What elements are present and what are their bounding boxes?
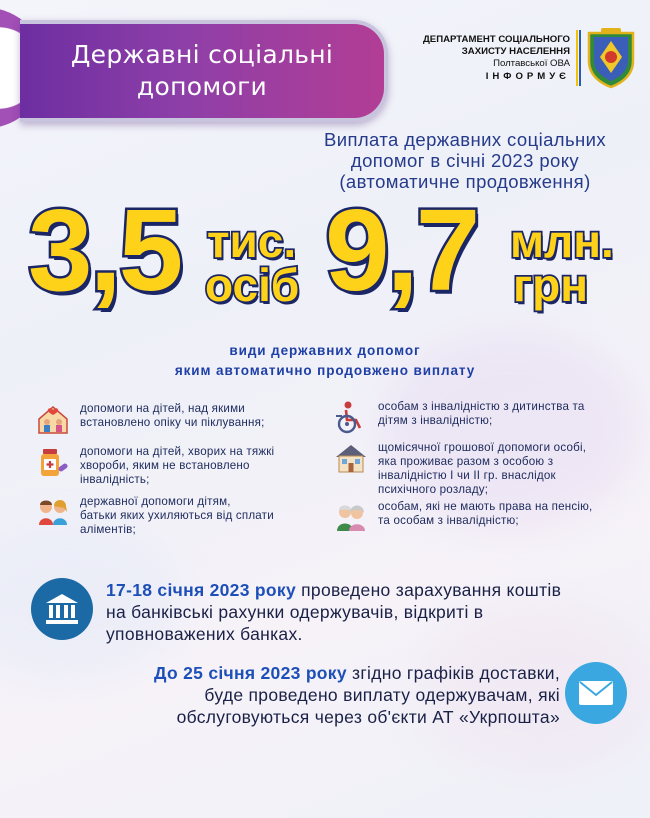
note-text: уповноважених банках. xyxy=(106,624,303,644)
mail-badge xyxy=(565,662,627,724)
children-icon xyxy=(36,495,70,529)
department-name-line: ДЕПАРТАМЕНТ СОЦІАЛЬНОГО xyxy=(422,34,570,45)
page-title-line: Державні соціальні xyxy=(70,40,334,69)
list-item xyxy=(334,441,586,497)
list-item-line: допомоги на дітей, над якими xyxy=(80,402,245,415)
list-item-text xyxy=(80,495,274,537)
list-item xyxy=(334,400,585,434)
list-item-line: батьки яких ухиляються від сплати xyxy=(80,509,274,522)
list-item xyxy=(36,495,274,537)
list-item-line: аліментів; xyxy=(80,523,136,536)
page-title xyxy=(71,39,333,103)
list-item-text xyxy=(80,402,265,430)
list-item-line: державної допомоги дітям, xyxy=(80,495,231,508)
list-item-line: інвалідністю І чи ІІ гр. внаслідок xyxy=(378,469,556,482)
list-item-line: інвалідність; xyxy=(80,473,150,486)
list-item-line: особам, які не мають права на пенсію, xyxy=(378,500,593,513)
house-icon xyxy=(334,441,368,475)
list-item-line: психічного розладу; xyxy=(378,483,489,496)
medicine-bottle-icon xyxy=(36,445,70,479)
note-text: на банківські рахунки одержувачів, відкриті в xyxy=(106,602,484,622)
money-amount-unit: грн xyxy=(513,259,589,311)
note-text: обслуговуються через об'єкти АТ «Укрпошта» xyxy=(176,707,560,727)
wheelchair-icon xyxy=(334,400,368,434)
types-heading: яким автоматично продовжено виплату xyxy=(174,363,476,378)
list-item-line: щомісячної грошової допомоги особі, xyxy=(378,441,587,454)
list-item xyxy=(334,500,592,534)
bank-icon xyxy=(44,592,80,626)
note-text: згідно графіків доставки, xyxy=(346,663,560,683)
list-item xyxy=(36,402,265,436)
envelope-icon xyxy=(578,680,614,706)
department-informs: ІНФОРМУЄ xyxy=(485,71,570,82)
post-delivery-note xyxy=(100,662,560,728)
people-count-unit: тис. xyxy=(207,215,297,267)
divider-blue xyxy=(579,30,581,86)
note-text: проведено зарахування коштів xyxy=(295,580,562,600)
subtitle-line: допомог в січні 2023 року xyxy=(350,150,580,171)
subtitle-line: Виплата державних соціальних xyxy=(323,129,607,150)
list-item-line: дітям з інвалідністю; xyxy=(378,414,493,427)
department-header xyxy=(398,34,570,83)
note-text: буде проведено виплату одержувачам, які xyxy=(204,685,560,705)
list-item-line: встановлено опіку чи піклування; xyxy=(80,416,265,429)
list-item-text xyxy=(378,441,586,497)
subtitle xyxy=(290,129,640,192)
people-count-unit: осіб xyxy=(205,259,300,311)
page-title-line: допомоги xyxy=(136,72,268,101)
list-item-text xyxy=(80,445,274,487)
list-item-line: хвороби, яким не встановлено xyxy=(80,459,250,472)
list-item-text xyxy=(378,500,592,528)
list-item-line: допомоги на дітей, хворих на тяжкі xyxy=(80,445,275,458)
types-heading: види державних допомог xyxy=(229,343,421,358)
coat-of-arms-icon xyxy=(586,27,636,89)
elderly-couple-icon xyxy=(334,500,368,534)
subtitle-line: (автоматичне продовження) xyxy=(339,171,591,192)
bank-badge xyxy=(31,578,93,640)
divider-yellow xyxy=(576,30,578,86)
department-name-line: ЗАХИСТУ НАСЕЛЕННЯ xyxy=(461,46,570,57)
money-amount-unit: млн. xyxy=(510,215,614,267)
title-banner xyxy=(20,20,388,122)
department-region: Полтавської ОВА xyxy=(493,58,570,69)
list-item-text xyxy=(378,400,585,428)
bank-transfer-note xyxy=(106,579,626,645)
list-item xyxy=(36,445,274,487)
money-amount-value: 9,7 xyxy=(325,185,478,315)
list-item-line: та особам з інвалідністю; xyxy=(378,514,519,527)
list-item-line: особам з інвалідністю з дитинства та xyxy=(378,400,585,413)
list-item-line: яка проживає разом з особою з xyxy=(378,455,554,468)
people-count-value: 3,5 xyxy=(28,185,181,315)
post-delivery-date: До 25 січня 2023 року xyxy=(153,663,347,683)
bank-transfer-date: 17-18 січня 2023 року xyxy=(106,580,296,600)
family-heart-icon xyxy=(36,402,70,436)
